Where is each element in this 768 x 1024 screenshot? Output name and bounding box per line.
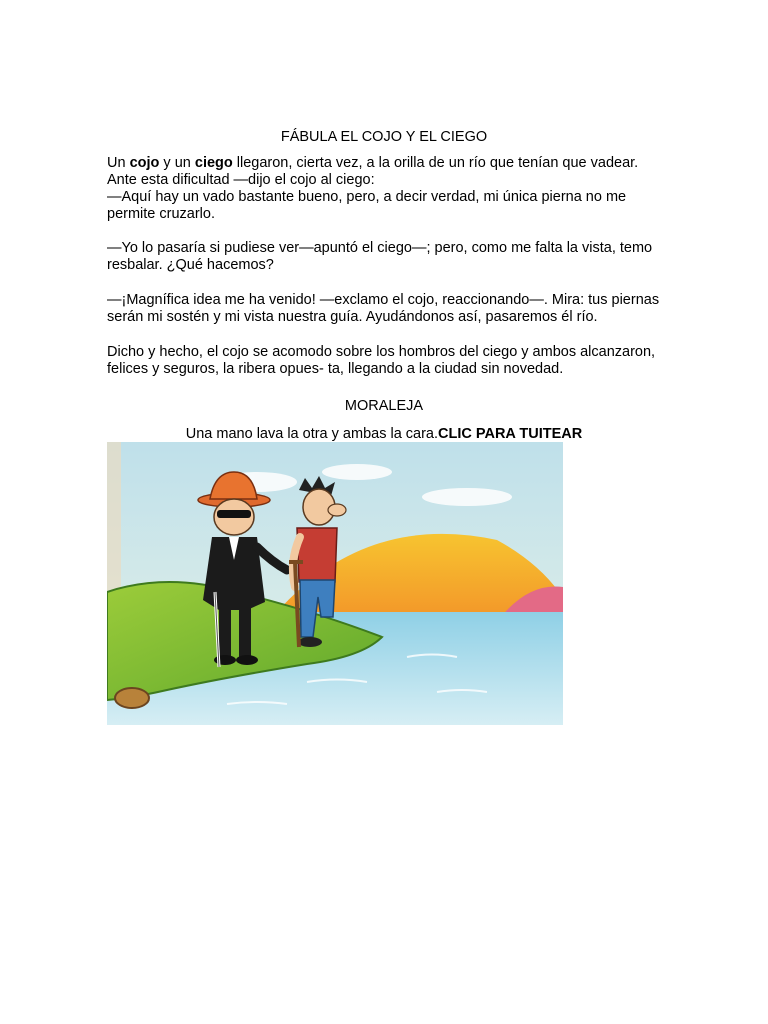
word-ciego: ciego — [194, 155, 233, 171]
paragraph-1-rest: llegaron, cierta vez, a la orilla de un río que tenían que vadear. Ante esta dificultad —dijo el cojo al ciego: — [107, 155, 639, 188]
moral-heading: MORALEJA — [344, 398, 424, 414]
paragraph-1-start: Un — [107, 155, 126, 171]
tweet-link[interactable]: CLIC PARA TUITEAR — [438, 426, 583, 442]
moral-line — [0, 425, 768, 443]
moral-text: Una mano lava la otra y ambas la cara. — [185, 426, 439, 442]
fable-illustration — [107, 442, 563, 725]
paragraph-3: —¡Magnífica idea me ha venido! —exclamo el cojo, reaccionando—. Mira: tus piernas serán mi sostén y mi vista nuestra guía. Ayudándonos así, pasaremos él río. — [107, 292, 660, 325]
paragraph-2: —Yo lo pasaría si pudiese ver—apuntó el ciego—; pero, como me falta la vista, temo resbalar. ¿Qué hacemos? — [107, 240, 653, 273]
word-cojo: cojo — [129, 155, 160, 171]
paragraph-1-mid: y un — [163, 155, 191, 171]
paragraph-1 — [107, 155, 667, 223]
illustration-svg — [107, 442, 563, 725]
fable-title: FÁBULA EL COJO Y EL CIEGO — [280, 129, 488, 145]
paragraph-4: Dicho y hecho, el cojo se acomodo sobre los hombros del ciego y ambos alcanzaron, felices y seguros, la ribera opues- ta, llegando a la ciudad sin novedad. — [107, 344, 656, 377]
paragraph-1-dialogue: —Aquí hay un vado bastante bueno, pero, a decir verdad, mi única pierna no me permite cruzarlo. — [107, 189, 627, 222]
